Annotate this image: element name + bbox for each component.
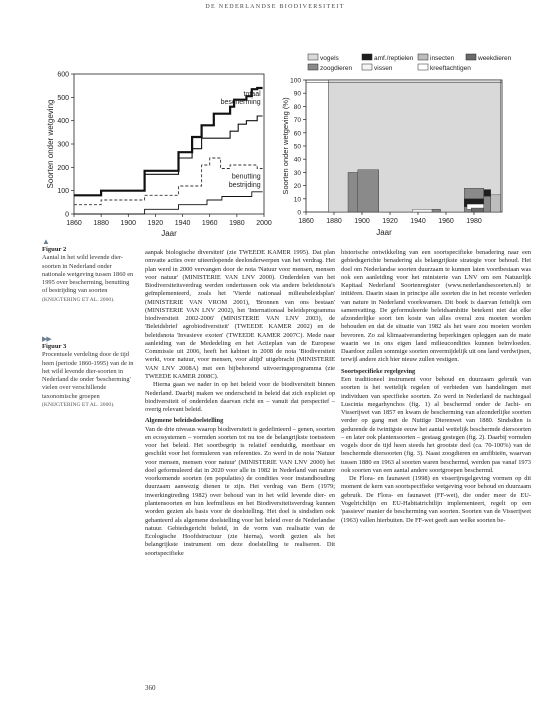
y-tick-label: 0 [297, 209, 301, 217]
x-tick-label: 1920 [382, 218, 398, 225]
area-zoogdieren [484, 196, 491, 212]
x-tick-label: 1900 [354, 218, 370, 225]
series-label: bestrijding [228, 181, 261, 189]
paragraph: Hierna gaan we nader in op het beleid voor de biodiversiteit binnen Nederland. Daarbij maken we onderscheid in beleid dat zich expliciet op biodiversiteit of onderdelen daarvan richt en – vanuit dat perspectief – overig relevant beleid. [145, 381, 335, 414]
section-heading: Soortspecifieke regelgeving [341, 367, 416, 375]
paragraph: aanpak biologische diversiteit' (zie TWEEDE KAMER 1995). Dat plan omvatte acties over uiteenlopende deelonderwerpen van het verdrag. Het plan werd in 2000 vervangen door de nota 'Natuur voor mensen, mensen voor natuur' (MINISTERIE VAN LNV 2000). Onderdelen van het Biodiversiteitsverdrag werden ondertussen ook via andere beleidsnota's geïmplementeerd, zoals het 'Vierde nationaal milieubeleidsplan' (MINISTERIE VAN VROM 2001), 'Bronnen van ons bestaan' (MINISTERIE VAN LNV 2002), het 'Internationaal beleidsprogramma biodiversiteit 2002-2006' (MINISTERIE VAN LNV 2003), de 'Beleidsbrief agrobiodiversiteit' (TWEEDE KAMER 2002) en de beleidsnota 'Invasieve exoten' (TWEEDE KAMER 2007C). Mede naar aanleiding van de Mededeling en het Actieplan van de Europese Commissie uit 2006, heeft het kabinet in 2008 de nota 'Biodiversiteit werkt, voor natuur, voor mensen, voor altijd' uitgebracht (MINISTERIE VAN LNV 2008A) met een bijbehorend uitvoeringsprogramma (zie TWEEDE KAMER 2008C). [145, 249, 335, 380]
x-axis-label: Jaar [376, 228, 392, 237]
series-label: totaal [243, 91, 261, 98]
x-tick-label: 1880 [326, 218, 342, 225]
y-tick-label: 0 [65, 211, 69, 219]
double-triangle-right-icon: ▶▶ [42, 335, 51, 343]
paragraph: Een traditioneel instrument voor behoud en duurzaam gebruik van soorten is het wettelijk regelen of verbieden van handelingen met individuen van specifieke soorten. Zo werd in Nederland de nachtegaal Luscinia megarhynchos (fig. 1) al beschermd onder de Jacht- en Visserijwet van 1857 en kwam de bescherming van afzonderlijke soorten verder op gang met de Nuttige Dierenwet van 1880. Sindsdien is gedurende de twintigste eeuw het aantal wettelijk beschermde diersoorten – en later ook plantensoorten – gestaag gestegen (fig. 2). Daarbij vormden vogels door de tijd heen steeds het grootste deel (ca. 70-100%) van de beschermde diersoorten (fig. 3). Naast zoogdieren en amfibieën, waarvan tussen 1880 en 1963 al soorten waren beschermd, werden pas vanaf 1973 ook soorten van een aantal andere soortgroepen beschermd. [341, 375, 531, 474]
y-tick-label: 40 [293, 156, 301, 164]
body-column-2 [341, 249, 531, 525]
x-axis-label: Jaar [161, 229, 177, 238]
legend-swatch-kreeftachtigen [418, 64, 428, 70]
y-tick-label: 200 [57, 164, 69, 172]
y-tick-label: 100 [57, 188, 69, 196]
x-tick-label: 1980 [229, 220, 245, 227]
y-tick-label: 90 [293, 90, 301, 98]
y-tick-label: 30 [293, 169, 301, 177]
legend-swatch-insecten [418, 54, 428, 60]
y-tick-label: 10 [293, 196, 301, 204]
y-tick-label: 100 [290, 77, 301, 85]
figure-2-text: Aantal in het wild levende dier-soorten in Nederland onder nationale wetgeving tussen 1860 en 1995 over bescherming, benutting of bestrijding van soorten [42, 254, 134, 295]
x-tick-label: 1860 [298, 218, 314, 225]
figure-3-reference: (KNIJGTERING ET AL. 2000). [42, 402, 115, 409]
paragraph: De Flora- en faunawet (1998) en visserijregelgeving vormen op dit moment de kern van soortspecifieke wetgeving voor behoud en duurzaam gebruik. De Flora- en faunawet (FF-wet), die onder meer de EU-Vogelrichtlijn en EU-Habitatrichtlijn implementeert, regelt op een 'passieve' manier de bescherming van soorten. Soorten van de Visserijwet (1963) vallen hierbuiten. De FF-wet geeft aan welke soorten be- [341, 475, 531, 524]
series-label: bescherming [220, 99, 261, 106]
plot-frame [74, 74, 264, 214]
x-tick-label: 1900 [120, 220, 137, 227]
y-tick-label: 300 [57, 141, 69, 149]
x-tick-label: 1940 [410, 218, 426, 225]
x-tick-label: 2000 [256, 220, 272, 227]
area-amf./reptielen [484, 190, 491, 197]
x-tick-label: 1880 [93, 220, 109, 227]
figure-3-title: Figuur 3 [42, 343, 67, 350]
y-tick-label: 70 [293, 117, 301, 125]
series-line-bestrijding [74, 192, 263, 214]
figure-3-caption [42, 335, 134, 409]
area-insecten [491, 195, 501, 212]
x-tick-label: 1980 [466, 218, 482, 225]
x-tick-label: 1920 [147, 220, 164, 227]
section-heading: Algemene beleidsdoelstelling [145, 417, 224, 425]
x-tick-label: 1940 [174, 220, 191, 227]
y-tick-label: 80 [293, 103, 301, 111]
area-zoogdieren [358, 170, 379, 212]
legend-label: zoogdieren [320, 65, 353, 72]
legend-swatch-amf./reptielen [362, 54, 372, 60]
legend-swatch-vogels [308, 54, 318, 60]
paragraph: Van de drie niveaus waarop biodiversiteit is gedefinieerd – genen, soorten en ecosystemen – vormden soorten tot nu toe de belangrijkste toetssteen voor het beleid. Het soortbegrip is relatief eenduidig, meetbaar en geschikt voor het formuleren van referenties. Zo werd in de nota 'Natuur voor mensen, mensen voor natuur' (MINISTERIE VAN LNV 2000) het doel geformuleerd dat in 2020 voor alle in 1982 in Nederland van nature voorkomende soorten (en populaties) de condities voor instandhouding duurzaam aanwezig dienen te zijn. Het verdrag van Bern (1979; inwerkingtreding 1982) over behoud van in het wild levende dier- en plantensoorten en hun leefmilieus en het Biodiversiteitsverdrag kunnen worden gezien als basis voor de doelstelling. Het doel is sindsdien ook gehanteerd als algemene doelstelling voor het beleid over de Nederlandse natuur. Gebiedsgericht beleid, in de vorm van realisatie van de Ecologische Hoofdstructuur (zie hierna), wordt gezien als het belangrijkste instrument om deze doelstelling te realiseren. Dit soortspecifieke [145, 425, 335, 557]
figure-2-chart [44, 66, 272, 250]
paragraph: historische ontwikkeling van een soortspecifieke benadering naar een gebiedsgerichte benadering als belangrijkste strategie voor behoud. Het doel om Nederlandse soorten duurzaam te kunnen laten voortbestaan was ook een aanleiding voor het ministerie van LNV om een Natuurlijk Kapitaal Nederland Soortenregister (www.nederlandsesoorten.nl) te initiëren. Daarin staan in principe alle soorten die in het recente verleden van nature in Nederland voorkwamen. Dit boek is daarvan feitelijk een samenvatting. De geformuleerde beleidsambitie betekent niet dat elke afzonderlijke soort ten koste van alles overal zou moeten worden behouden en dat de situatie van 1982 als het ware zou moeten worden bevroren. Zo zal klimaatverandering beperkingen opleggen aan de mate waarin we in ons eigen land milieucondities kunnen beïnvloeden. Daardoor zullen sommige soorten onvermijdelijk uit ons land verdwijnen, terwijl andere zich hier nieuw zullen vestigen. [341, 249, 531, 364]
figure-2-reference: (KNIJGTERING ET AL. 2000). [42, 296, 115, 303]
area-weekdieren [471, 208, 484, 212]
y-axis-label: Soorten onder wetgeving [46, 99, 55, 189]
figure-3-text: Procentuele verdeling door de tijd heen (periode 1860-1995) van de in het wild levende dier-soorten in Nederland die onder 'bescherming' vielen over verschillende taxonomische groepen [42, 351, 134, 400]
y-tick-label: 600 [57, 71, 69, 79]
x-tick-label: 1960 [438, 218, 454, 225]
figure-2-title: Figuur 2 [42, 246, 67, 253]
legend-label: weekdieren [478, 55, 512, 62]
legend-label: vogels [320, 55, 339, 62]
figure-2-caption [42, 238, 134, 304]
legend-label: insecten [430, 55, 455, 62]
y-axis-label: Soorten onder wetgeving (%) [281, 97, 290, 195]
x-tick-label: 1860 [66, 220, 82, 227]
x-tick-label: 1960 [201, 220, 218, 227]
legend-label: amf./reptielen [374, 55, 414, 62]
triangle-up-icon: ▲ [42, 237, 50, 246]
series-label: benutting [231, 173, 261, 181]
legend-label: kreeftachtigen [430, 65, 471, 72]
y-tick-label: 20 [293, 183, 301, 191]
legend-swatch-vissen [362, 64, 372, 70]
y-tick-label: 500 [57, 94, 69, 102]
legend-label: vissen [374, 65, 393, 72]
legend-swatch-zoogdieren [308, 64, 318, 70]
y-tick-label: 400 [57, 118, 69, 126]
running-header: DE NEDERLANDSE BIODIVERSITEIT [205, 4, 345, 10]
figure-3-chart [280, 50, 512, 250]
legend-swatch-weekdieren [466, 54, 476, 60]
page-number: 360 [145, 684, 156, 692]
body-column-1 [145, 249, 335, 558]
y-tick-label: 60 [293, 130, 301, 138]
y-tick-label: 50 [293, 143, 301, 151]
area-zoogdieren [432, 209, 440, 212]
